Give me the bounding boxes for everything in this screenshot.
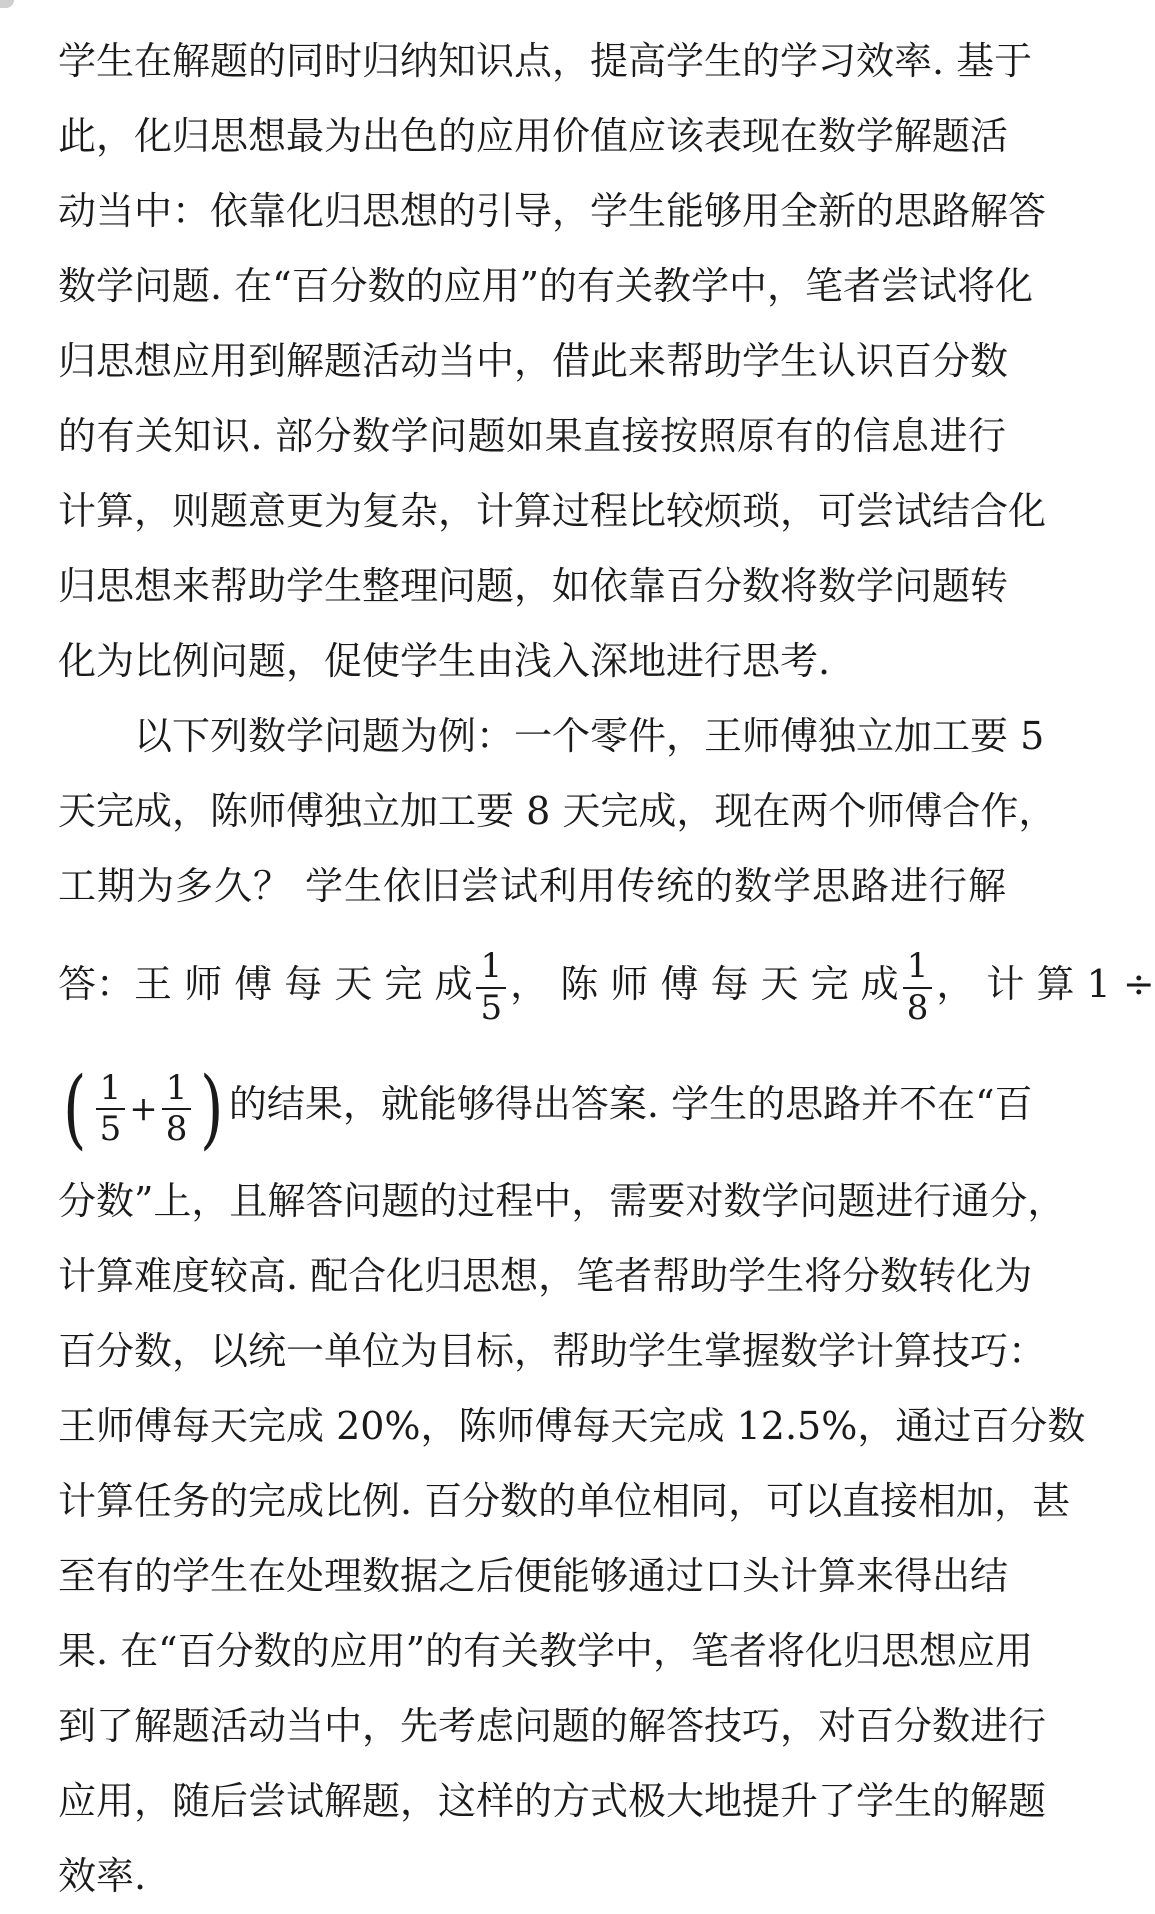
text-line-15: 百分数，以统一单位为目标，帮助学生掌握数学计算技巧： [58,1329,1047,1373]
text-line-14: 计算难度较高. 配合化归思想，笔者帮助学生将分数转化为 [58,1254,1033,1298]
text-line-18: 至有的学生在处理数据之后便能够通过口头计算来得出结 [58,1554,1009,1598]
scan-corner-mark [0,0,14,8]
fraction-denominator: 8 [165,1109,188,1150]
formula-line-2-text: 的结果，就能够得出答案. 学生的思路并不在“百 [228,1082,1033,1126]
formula-line-1-part2: ， 陈 师 傅 每 天 完 成 [510,962,899,1006]
text-line-12: 工期为多久？ 学生依旧尝试利用传统的数学思路进行解 [58,864,1006,908]
formula-line-2 [58,1044,1033,1164]
fraction-one-eighth [162,1069,192,1149]
paren-open: ( [63,1059,87,1160]
text-line-3: 动当中：依靠化归思想的引导，学生能够用全新的思路解答 [58,189,1047,233]
formula-line-1 [58,924,1155,1044]
fraction-numerator: 1 [96,1069,126,1110]
text-line-19: 果. 在“百分数的应用”的有关教学中，笔者将化归思想应用 [58,1629,1034,1673]
text-line-17: 计算任务的完成比例. 百分数的单位相同，可以直接相加，甚 [58,1479,1071,1523]
fraction-denominator: 8 [906,987,929,1028]
fraction-one-eighth [903,947,933,1027]
formula-line-1-part3: ， 计 算 1 ÷ [936,962,1155,1006]
text-line-21: 应用，随后尝试解题，这样的方式极大地提升了学生的解题 [58,1779,1047,1823]
fraction-denominator: 5 [480,987,503,1028]
formula-line-1-part1: 答：王 师 傅 每 天 完 成 [58,962,473,1006]
text-line-7: 计算，则题意更为复杂，计算过程比较烦琐，可尝试结合化 [58,489,1047,533]
text-line-9: 化为比例问题，促使学生由浅入深地进行思考. [58,639,831,683]
fraction-numerator: 1 [476,947,506,988]
fraction-numerator: 1 [903,947,933,988]
text-line-11: 天完成，陈师傅独立加工要 8 天完成，现在两个师傅合作， [58,789,1057,833]
text-line-13: 分数”上，且解答问题的过程中，需要对数学问题进行通分， [58,1179,1066,1223]
fraction-denominator: 5 [99,1109,122,1150]
parenthesized-sum [58,1046,229,1170]
text-line-20: 到了解题活动当中，先考虑问题的解答技巧，对百分数进行 [58,1704,1047,1748]
text-line-2: 此，化归思想最为出色的应用价值应该表现在数学解题活 [58,114,1009,158]
text-line-16: 王师傅每天完成 20%，陈师傅每天完成 12.5%，通过百分数 [58,1404,1086,1448]
text-line-6: 的有关知识. 部分数学问题如果直接按照原有的信息进行 [58,414,1006,458]
fraction-one-fifth [96,1069,126,1149]
plus-sign: + [129,1089,158,1130]
text-line-4: 数学问题. 在“百分数的应用”的有关教学中，笔者尝试将化 [58,264,1034,308]
fraction-one-fifth [476,947,506,1027]
text-line-5: 归思想应用到解题活动当中，借此来帮助学生认识百分数 [58,339,1009,383]
text-line-8: 归思想来帮助学生整理问题，如依靠百分数将数学问题转 [58,564,1009,608]
text-line-10: 以下列数学问题为例：一个零件，王师傅独立加工要 5 [134,714,1045,758]
paren-close: ) [200,1059,224,1160]
text-line-22: 效率. [58,1854,147,1898]
text-line-1: 学生在解题的同时归纳知识点，提高学生的学习效率. 基于 [58,39,1033,83]
fraction-numerator: 1 [162,1069,192,1110]
document-page [58,24,1155,1914]
